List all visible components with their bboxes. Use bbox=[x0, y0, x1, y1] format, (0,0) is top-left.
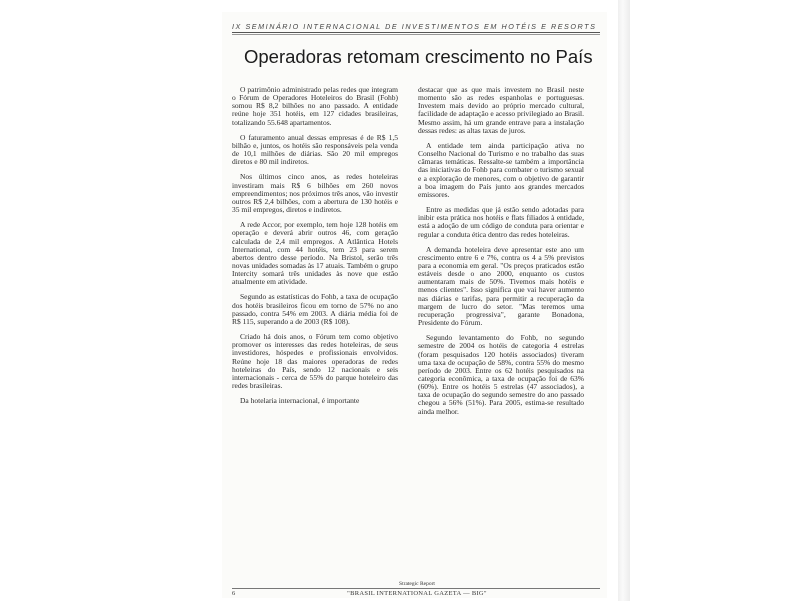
paragraph: O faturamento anual dessas empresas é de R$ 1,5 bilhão e, juntos, os hotéis são responsáveis pela venda de 10,1 milhões de diárias. São 20 mil empregos diretos e 80 mil indiretos. bbox=[232, 132, 398, 167]
paragraph: Da hotelaria internacional, é importante bbox=[240, 396, 360, 406]
paragraph: Criado há dois anos, o Fórum tem como objetivo promover os interesses das redes hoteleiras, de seus investidores, hóspedes e profissionais envolvidos. Reúne hoje 18 das maiores operadoras de redes hoteleiras do País, sendo 12 nacionais e seis internacionais - cerca de 55% do parque hoteleiro das redes brasileiras. bbox=[232, 332, 398, 390]
paragraph: A entidade tem ainda participação ativa no Conselho Nacional do Turismo e no trabalho das suas câmaras temáticas. Ressalte-se também a importância das iniciativas do Fohb para combater o turismo sexual e a exploração de menores, com o objetivo de garantir a boa imagem do País junto aos grandes mercados emissores. bbox=[418, 140, 584, 199]
paragraph: O patrimônio administrado pelas redes que integram o Fórum de Operadores Hoteleiros do Brasil (Fohb) somou R$ 8,2 bilhões no ano passado. A entidade reúne hoje 351 hotéis, em 127 cidades brasileiras, totalizando 55.648 apartamentos. bbox=[232, 85, 398, 127]
page-number: 6 bbox=[232, 590, 236, 597]
footer-section-label: Strategic Report bbox=[399, 581, 435, 587]
paragraph: destacar que as que mais investem no Brasil neste momento são as redes espanholas e portuguesas. Investem mais devido ao próprio mercado cultural, facilidade de adaptação e acesso privilegiado ao Brasil. Mesmo assim, há um grande entrave para a instalação dessas redes: as altas taxas de juros. bbox=[418, 85, 584, 135]
paragraph: Segundo levantamento do Fohb, no segundo semestre de 2004 os hotéis de categoria 4 estrelas (foram pesquisados 120 hotéis associados) tiveram uma taxa de ocupação de 58%, contra 55% do mesmo período de 2003. Entre os 62 hotéis pesquisados na categoria econômica, a taxa de ocupação foi de 63% (60%). Entre os hotéis 5 estrelas (47 associados), a taxa de ocupação do segundo semestre do ano passado chegou a 56% (51%). Para 2005, estima-se resultado ainda melhor. bbox=[418, 333, 584, 416]
paragraph: A demanda hoteleira deve apresentar este ano um crescimento entre 6 e 7%, contra os 4 a 5% previstos para a economia em geral. "Os preços praticados estão estáveis desde o ano 2000, enquanto os custos aumentaram mais de 50%. Tivemos mais hotéis e menos clientes". Isso significa que vai haver aumento nas diárias e tarifas, para permitir a recuperação da margem de lucro do setor. "Mas teremos uma recuperação progressiva", garante Bonadona, Presidente do Fórum. bbox=[418, 244, 584, 328]
running-header: IX SEMINÁRIO INTERNACIONAL DE INVESTIMENTOS EM HOTÉIS E RESORTS bbox=[232, 22, 597, 31]
footer-publication: "BRASIL INTERNATIONAL GAZETA — BIG" bbox=[347, 590, 487, 597]
article-title: Operadoras retomam crescimento no País bbox=[244, 46, 593, 67]
paragraph: Nos últimos cinco anos, as redes hoteleiras investiram mais R$ 6 bilhões em 260 novos empreendimentos; nos próximos três anos, vão investir outros R$ 2,4 bilhões, com a abertura de 130 hotéis e 35 mil empregos, diretos e indiretos. bbox=[232, 172, 398, 215]
footer-rule bbox=[232, 588, 600, 589]
left-column bbox=[232, 86, 398, 412]
document-page bbox=[222, 12, 607, 598]
binding-spine bbox=[618, 0, 630, 601]
header-rule bbox=[232, 32, 600, 33]
right-column bbox=[418, 86, 584, 423]
paragraph: A rede Accor, por exemplo, tem hoje 128 hotéis em operação e deverá abrir outros 46, com geração calculada de 2,4 mil empregos. A Atlântica Hotels International, com 44 hotéis, tem 23 para serem abertos dentro desse período. Na Bristol, serão três novas unidades somadas às 17 atuais. Também o grupo Intercity somará três unidades às nove que estão atualmente em atividade. bbox=[232, 220, 398, 287]
header-rule-secondary bbox=[232, 34, 600, 35]
paragraph: Segundo as estatísticas do Fohb, a taxa de ocupação dos hotéis brasileiros ficou em torno de 57% no ano passado, contra 54% em 2003. A diária média foi de R$ 115, superando a de 2003 (R$ 108). bbox=[232, 292, 398, 326]
paragraph: Entre as medidas que já estão sendo adotadas para inibir esta prática nos hotéis e flats filiados à entidade, está a adoção de um código de conduta para orientar e regular a conduta ética dentro das redes hoteleiras. bbox=[418, 205, 584, 239]
